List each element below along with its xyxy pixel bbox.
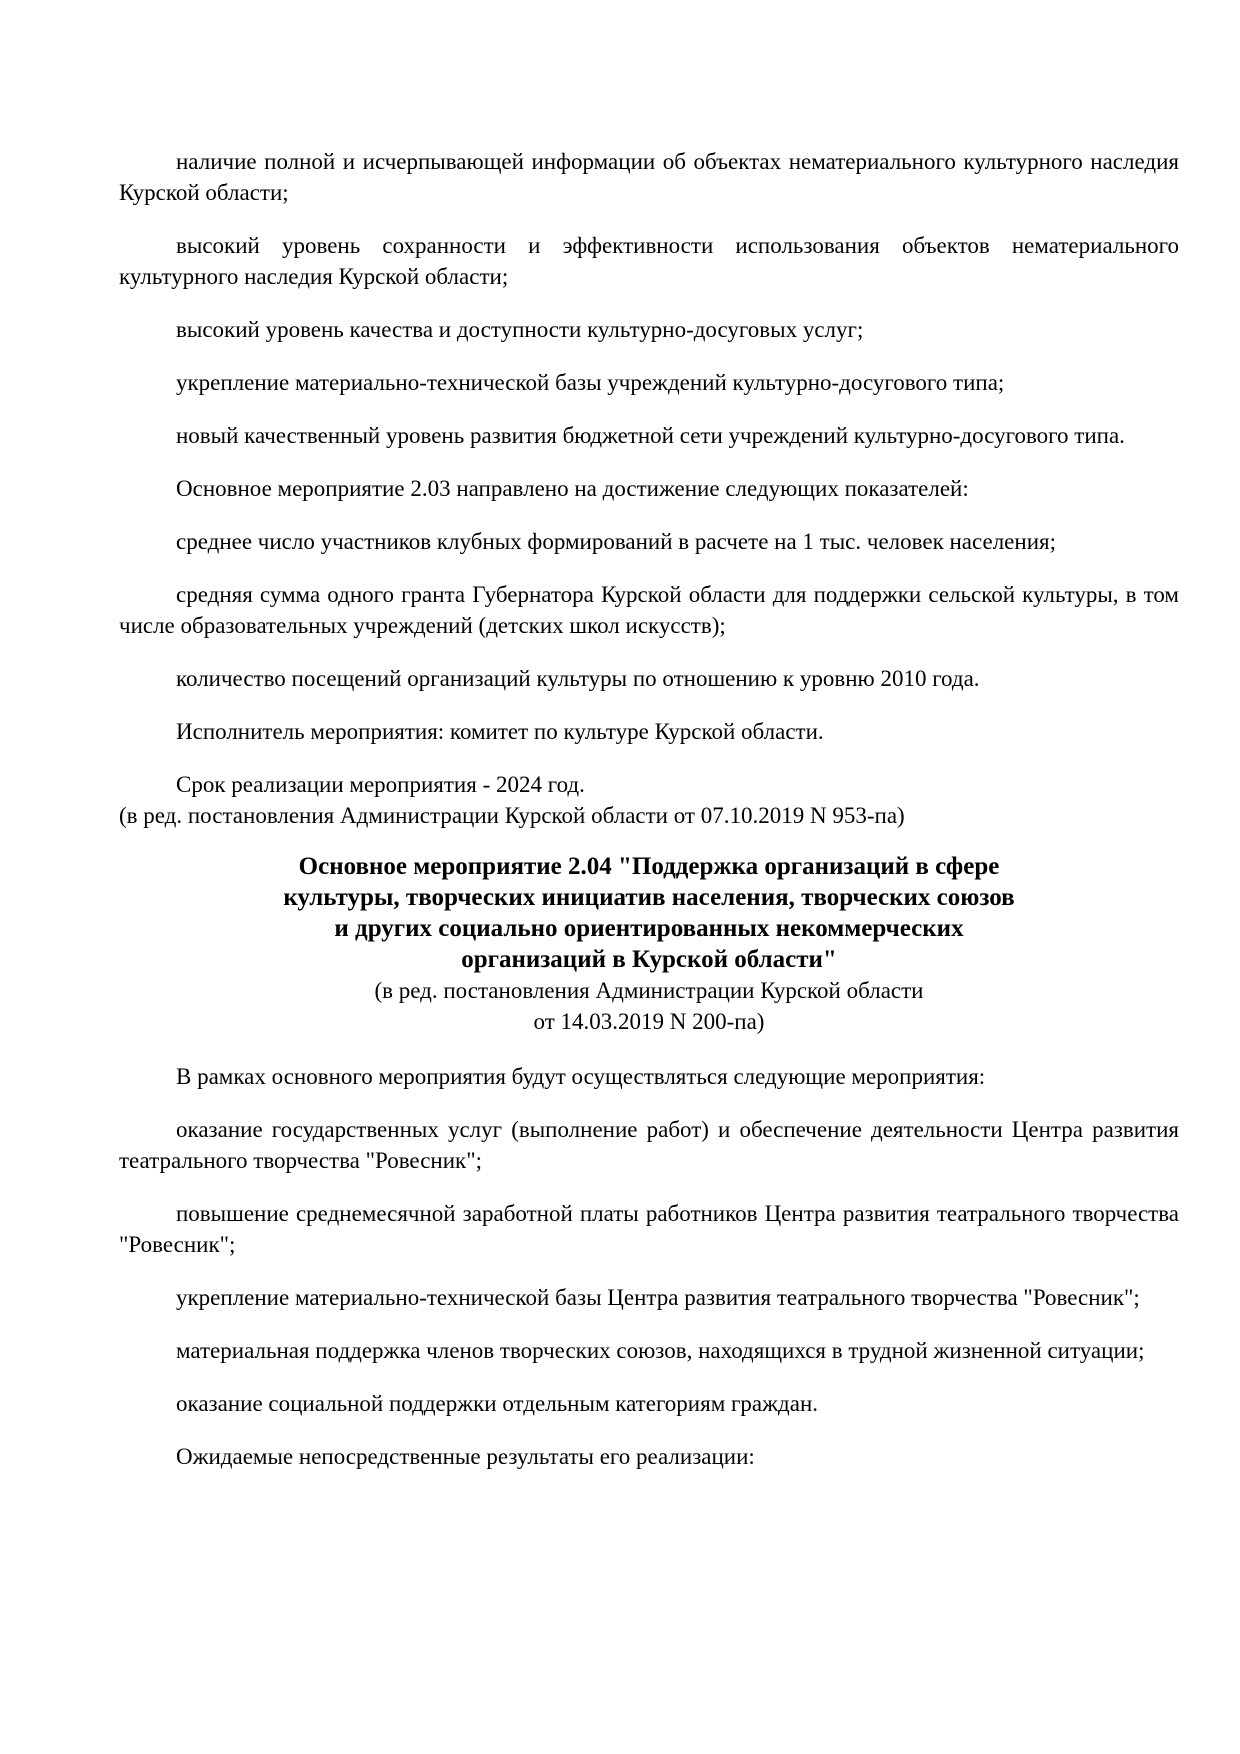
paragraph-heritage-preservation: высокий уровень сохранности и эффективности использования объектов нематериального культурного наследия Курской области; bbox=[119, 233, 1179, 289]
paragraph-executor: Исполнитель мероприятия: комитет по культуре Курской области. bbox=[176, 719, 824, 744]
section-heading bbox=[184, 851, 1114, 975]
paragraph-expected-results: Ожидаемые непосредственные результаты его реализации: bbox=[176, 1444, 755, 1469]
paragraph-visits-count: количество посещений организаций культуры по отношению к уровню 2010 года. bbox=[176, 666, 980, 691]
heading-line: организаций в Курской области" bbox=[461, 946, 837, 973]
heading-line: и других социально ориентированных некоммерческих bbox=[334, 915, 964, 942]
heading-amendment-note-date: от 14.03.2019 N 200-па) bbox=[533, 1009, 765, 1034]
paragraph-governor-grant: средняя сумма одного гранта Губернатора Курской области для поддержки сельской культуры, в том числе образовательных учреждений (детских школ искусств); bbox=[119, 582, 1179, 638]
heading-line: культуры, творческих инициатив населения, творческих союзов bbox=[283, 884, 1015, 911]
paragraph-center-material-base: укрепление материально-технической базы Центра развития театрального творчества "Ровесник"; bbox=[176, 1285, 1140, 1310]
paragraph-social-support: оказание социальной поддержки отдельным категориям граждан. bbox=[176, 1391, 819, 1416]
heading-amendment-note: (в ред. постановления Администрации Курской области bbox=[374, 978, 924, 1003]
heading-line: Основное мероприятие 2.04 "Поддержка организаций в сфере bbox=[298, 853, 1000, 880]
paragraph-deadline: Срок реализации мероприятия - 2024 год. bbox=[176, 772, 585, 797]
paragraph-club-participants: среднее число участников клубных формирований в расчете на 1 тыс. человек населения; bbox=[176, 529, 1056, 554]
section-heading-block bbox=[119, 851, 1179, 1037]
paragraph-activities-intro: В рамках основного мероприятия будут осуществляться следующие мероприятия: bbox=[176, 1064, 986, 1089]
paragraph-material-base: укрепление материально-технической базы учреждений культурно-досугового типа; bbox=[176, 370, 1005, 395]
paragraph-intangible-heritage-info: наличие полной и исчерпывающей информации об объектах нематериального культурного наследия Курской области; bbox=[119, 149, 1179, 205]
paragraph-union-support: материальная поддержка членов творческих союзов, находящихся в трудной жизненной ситуации; bbox=[176, 1338, 1145, 1363]
amendment-note: (в ред. постановления Администрации Курской области от 07.10.2019 N 953-па) bbox=[119, 803, 905, 828]
paragraph-state-services: оказание государственных услуг (выполнение работ) и обеспечение деятельности Центра развития театрального творчества "Ровесник"; bbox=[119, 1117, 1179, 1173]
document-page bbox=[119, 146, 1179, 1494]
paragraph-service-quality: высокий уровень качества и доступности культурно-досуговых услуг; bbox=[176, 317, 864, 342]
paragraph-measure-2-03-indicators: Основное мероприятие 2.03 направлено на достижение следующих показателей: bbox=[176, 476, 969, 501]
paragraph-budget-network: новый качественный уровень развития бюджетной сети учреждений культурно-досугового типа. bbox=[176, 423, 1125, 448]
paragraph-salary-increase: повышение среднемесячной заработной платы работников Центра развития театрального творчества "Ровесник"; bbox=[119, 1201, 1179, 1257]
